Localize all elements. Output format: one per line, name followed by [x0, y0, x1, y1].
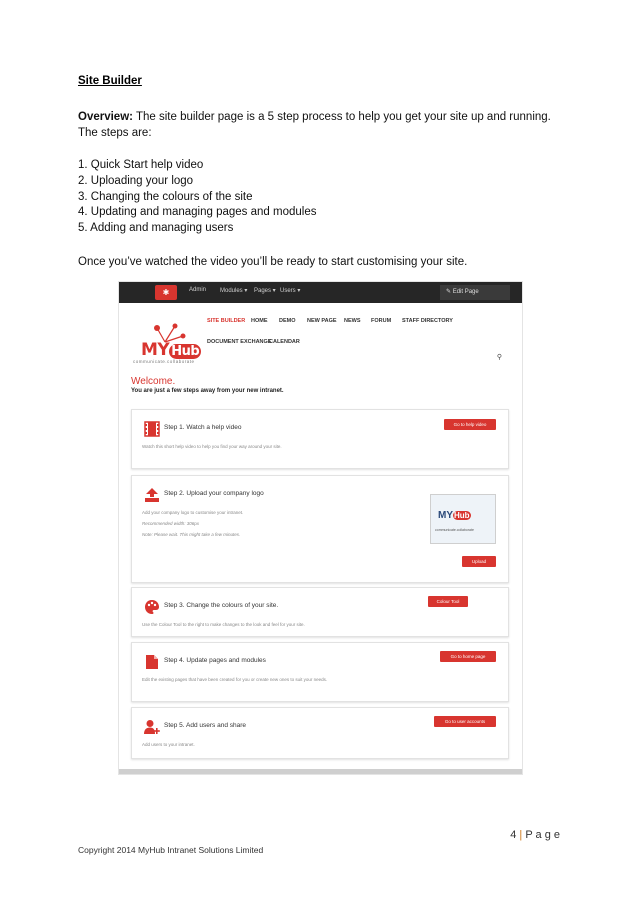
preview-wordmark	[438, 510, 471, 521]
help-video-button[interactable]: Go to help video	[444, 419, 496, 430]
step-item: 4. Updating and managing pages and modules	[78, 206, 317, 219]
upload-icon	[144, 487, 160, 503]
copyright-notice: Copyright 2014 MyHub Intranet Solutions Limited	[78, 845, 264, 855]
step-recommended-width: Recommended width: 306px	[142, 521, 200, 526]
nav-staff-directory[interactable]: STAFF DIRECTORY	[402, 318, 453, 324]
brand-tagline: communicate.collaborate	[133, 359, 195, 364]
step-card-help-video	[131, 409, 509, 469]
admin-logo-icon: ✱	[155, 285, 177, 300]
add-user-icon	[144, 719, 160, 735]
admin-topbar	[119, 282, 522, 303]
nav-news[interactable]: NEWS	[344, 318, 361, 324]
step-card-colours	[131, 587, 509, 637]
film-icon	[144, 421, 160, 437]
screenshot-bottom-edge	[119, 769, 522, 774]
step-description: Add users to your intranet.	[142, 742, 195, 747]
welcome-title: Welcome.	[131, 376, 176, 387]
brand-wordmark	[141, 340, 201, 360]
nav-demo[interactable]: DEMO	[279, 318, 296, 324]
search-icon[interactable]: ⚲	[496, 354, 502, 361]
brand-my: MY	[141, 340, 170, 360]
page-number-value: 4	[510, 829, 517, 841]
brand-hub: Hub	[171, 344, 200, 359]
preview-hub: Hub	[454, 511, 470, 520]
step-card-pages	[131, 642, 509, 702]
step-card-users	[131, 707, 509, 759]
steps-list	[78, 158, 316, 237]
step-title: Step 3. Change the colours of your site.	[164, 602, 279, 609]
page-icon	[144, 654, 160, 670]
nav-new-page[interactable]: NEW PAGE	[307, 318, 337, 324]
step-title: Step 5. Add users and share	[164, 722, 247, 729]
topbar-admin[interactable]: Admin	[189, 287, 207, 293]
step-title: Step 1. Watch a help video	[164, 424, 242, 431]
overview-paragraph	[78, 110, 568, 142]
topbar-pages[interactable]: Pages ▾	[254, 288, 276, 294]
preview-my: MY	[438, 510, 453, 521]
closing-paragraph: Once you’ve watched the video you’ll be ready to start customising your site.	[78, 256, 468, 268]
step-description: Use the Colour Tool to the right to make changes to the look and feel for your site.	[142, 622, 305, 627]
overview-text: The site builder page is a 5 step process to help you get your site up and running. The steps are:	[78, 111, 551, 139]
step-item: 2. Uploading your logo	[78, 174, 194, 187]
myhub-logo[interactable]	[131, 322, 203, 366]
preview-tagline: communicate.collaborate	[435, 528, 474, 532]
nav-home[interactable]: HOME	[251, 318, 268, 324]
edit-page-label: Edit Page	[452, 289, 479, 295]
site-builder-screenshot	[118, 281, 523, 775]
step-title: Step 2. Upload your company logo	[164, 490, 264, 497]
step-item: 1. Quick Start help video	[78, 159, 204, 171]
step-description: Edit the existing pages that have been created for you or create new ones to suit your needs.	[142, 677, 328, 682]
welcome-subtitle: You are just a few steps away from your new intranet.	[131, 388, 284, 394]
nav-calendar[interactable]: CALENDAR	[269, 339, 300, 345]
nav-site-builder[interactable]: SITE BUILDER	[207, 318, 246, 324]
page-separator: |	[519, 829, 523, 841]
colour-tool-button[interactable]: Colour Tool	[428, 596, 468, 607]
page-number	[510, 829, 560, 841]
step-item: 5. Adding and managing users	[78, 222, 234, 235]
edit-page-button[interactable]	[440, 285, 510, 300]
step-description: Add your company logo to customise your intranet.	[142, 510, 244, 515]
pencil-icon: ✎	[446, 289, 453, 295]
nav-forum[interactable]: FORUM	[371, 318, 392, 324]
overview-label: Overview:	[78, 111, 133, 123]
step-card-upload-logo	[131, 475, 509, 583]
step-description: Watch this short help video to help you find your way around your site.	[142, 444, 282, 449]
step-item: 3. Changing the colours of the site	[78, 190, 253, 203]
topbar-modules[interactable]: Modules ▾	[220, 288, 248, 294]
topbar-users[interactable]: Users ▾	[280, 288, 301, 294]
nav-document-exchange[interactable]: DOCUMENT EXCHANGE	[207, 339, 272, 345]
step-title: Step 4. Update pages and modules	[164, 657, 266, 664]
home-page-button[interactable]: Go to home page	[440, 651, 496, 662]
section-heading: Site Builder	[78, 75, 142, 87]
logo-preview-image	[430, 494, 496, 544]
step-note: Note: Please wait. This might take a few minutes.	[142, 532, 241, 537]
user-accounts-button[interactable]: Go to user accounts	[434, 716, 496, 727]
upload-button[interactable]: Upload	[462, 556, 496, 567]
page-word: P a g e	[525, 829, 560, 841]
palette-icon	[144, 599, 160, 615]
